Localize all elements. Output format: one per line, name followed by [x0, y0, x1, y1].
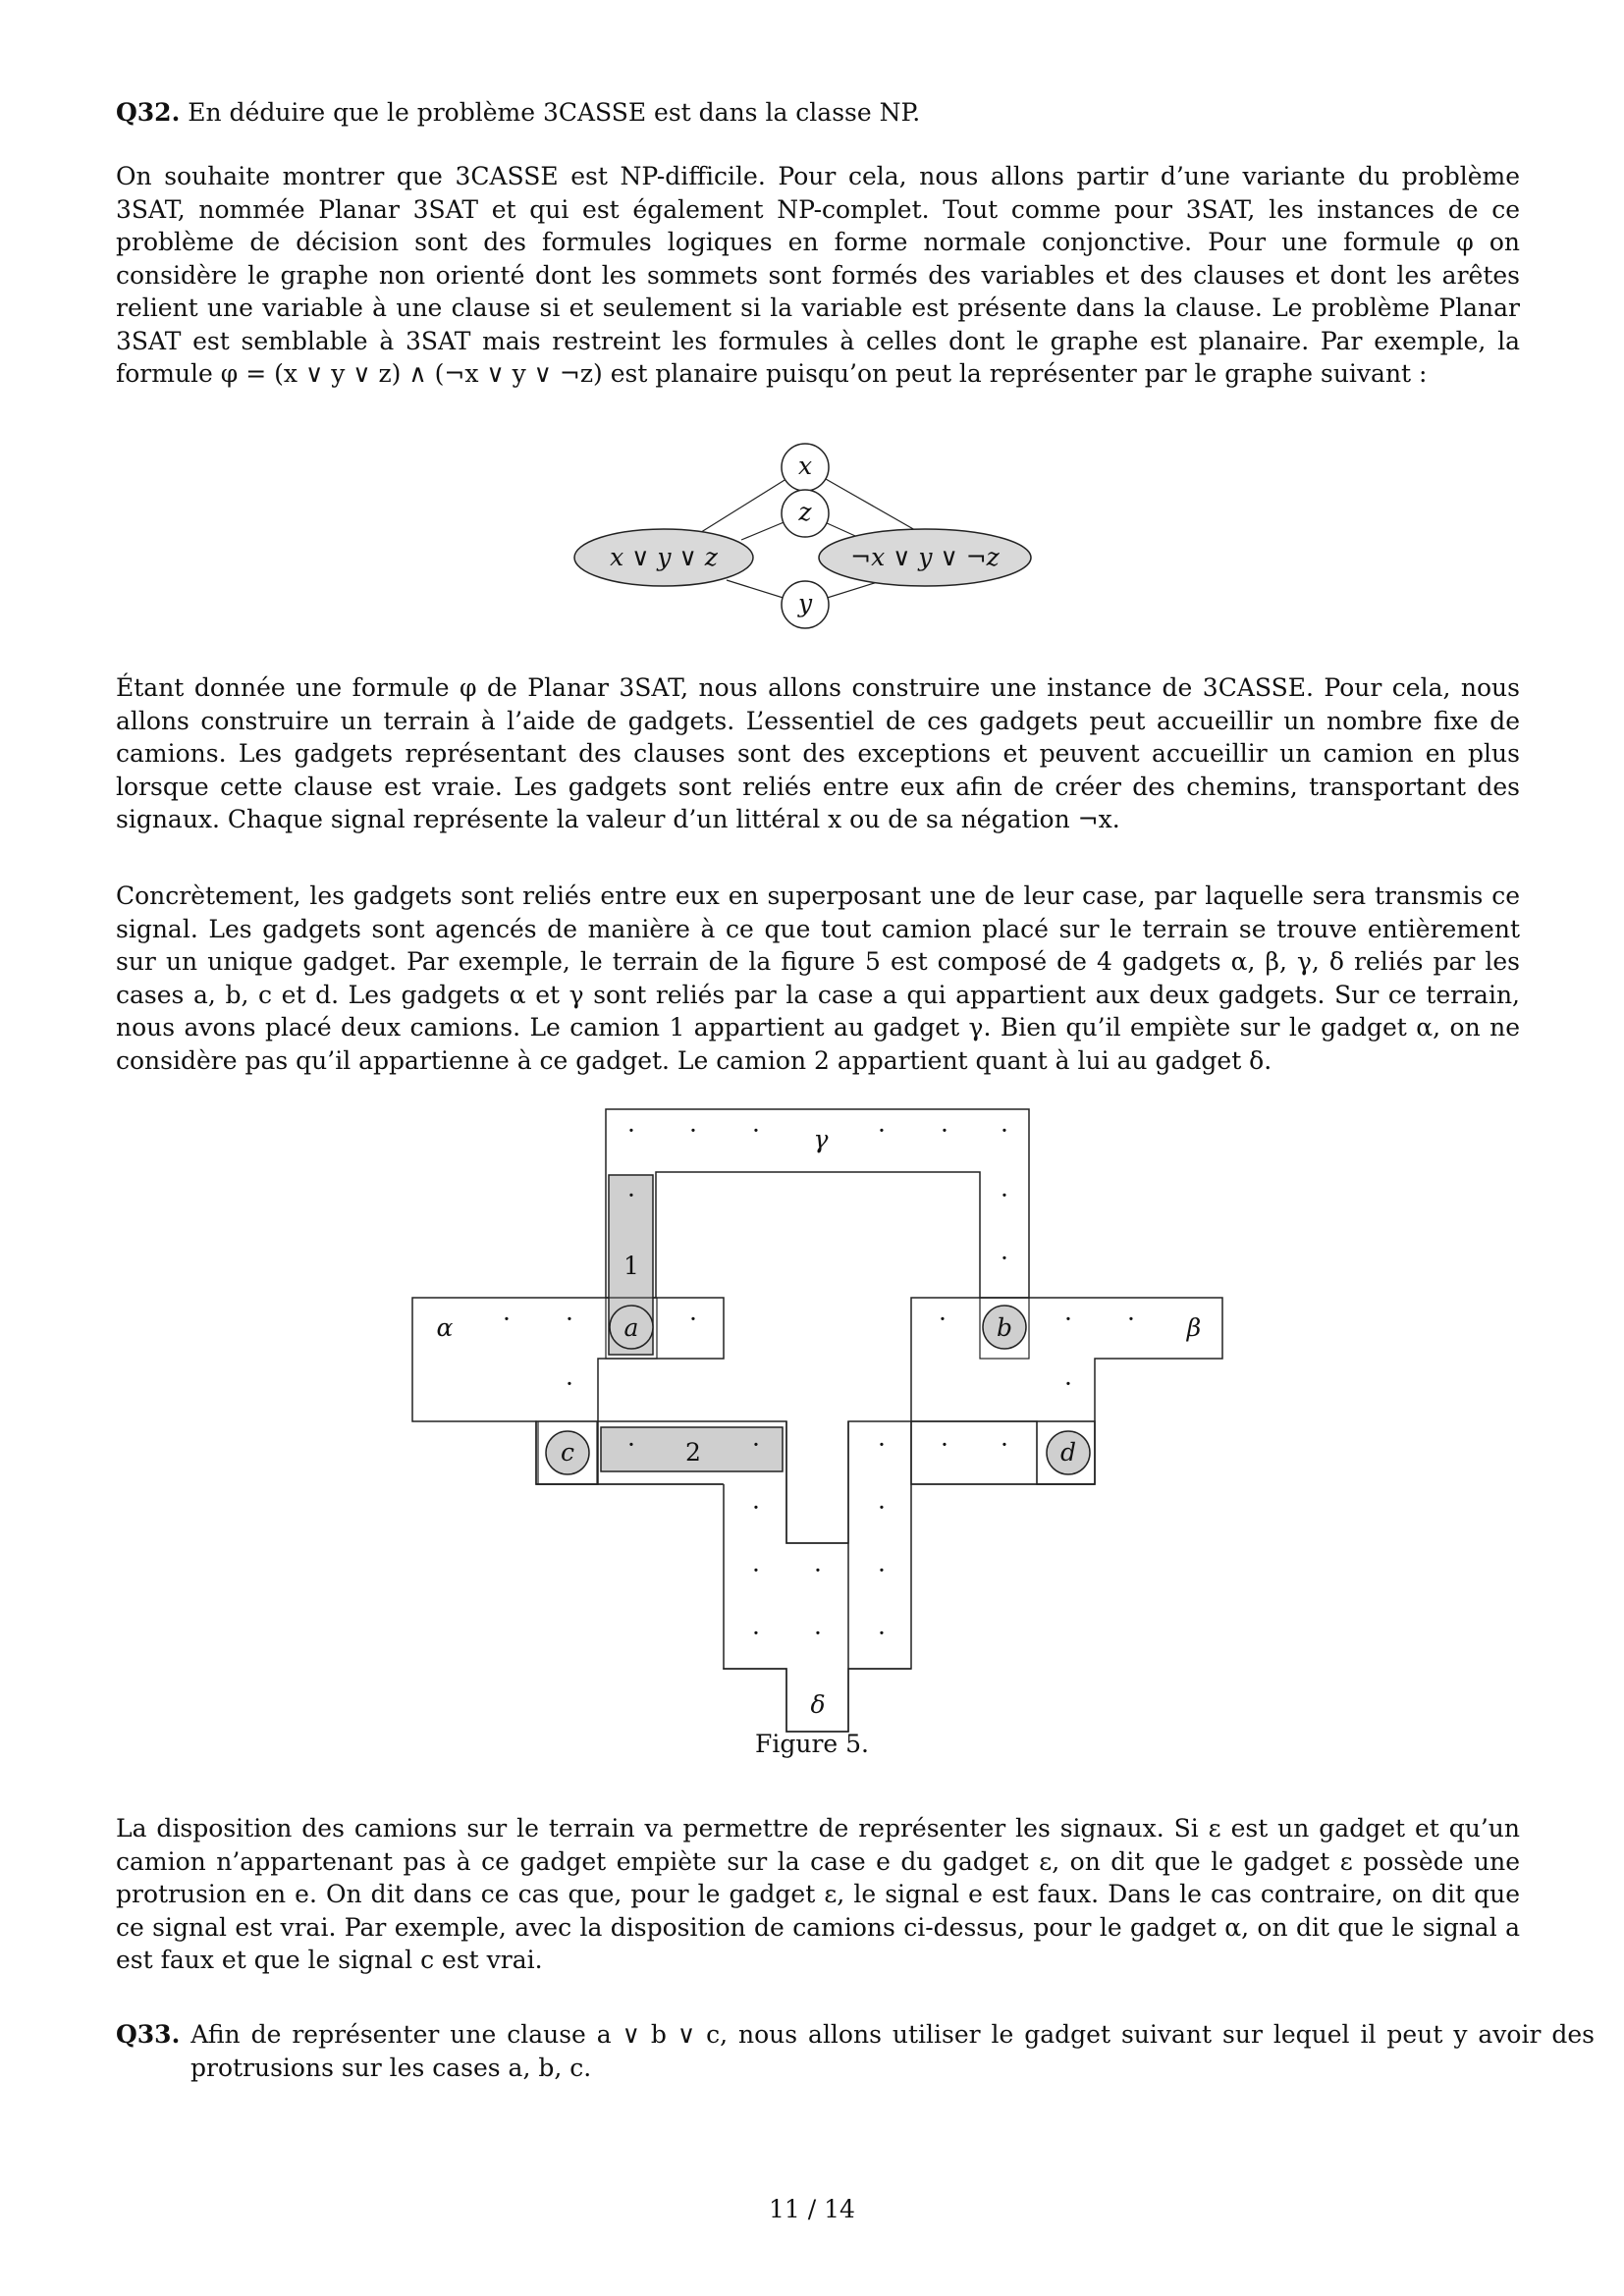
clause-right-label: ¬x ∨ y ∨ ¬z [850, 543, 1000, 571]
variable-z-label: z [798, 498, 812, 526]
cell-a-label: a [623, 1313, 639, 1342]
paragraph-signals: La disposition des camions sur le terrain va permettre de représenter les signaux. Si ε est un gadget et qu’un camion n’appartenant pas à ce gadget empiète sur la case e du gadget ε, on dit que le gadget ε possède une protrusion en e. On dit dans ce cas que, pour le gadget ε, le signal e est faux. Dans le cas contraire, on dit que ce signal est vrai. Par exemple, avec la disposition de camions ci-dessus, pour le gadget α, on dit que le signal a est faux et que le signal c est vrai. [116, 1814, 1520, 1974]
question-33-text: Afin de représenter une clause a ∨ b ∨ c, nous allons utiliser le gadget suivant sur lequel il peut y avoir des protrusions sur les cases a, b, c. [190, 2020, 1595, 2082]
grid-dot: · [878, 1116, 886, 1145]
gadget-gamma-label: γ [813, 1125, 829, 1153]
grid-dot: · [566, 1305, 573, 1333]
grid-dot: · [941, 1116, 948, 1145]
truck-2-label: 2 [685, 1438, 701, 1467]
grid-dot: · [941, 1430, 948, 1459]
page-number: 11 / 14 [769, 2195, 855, 2223]
grid-dot: · [752, 1619, 760, 1647]
grid-dot: · [1064, 1369, 1072, 1398]
variable-x-label: x [797, 452, 813, 480]
grid-dot: · [878, 1430, 886, 1459]
cell-b-label: b [996, 1313, 1013, 1342]
grid-dot: · [627, 1430, 635, 1459]
grid-dot: · [878, 1493, 886, 1522]
grid-dot: · [752, 1116, 760, 1145]
grid-dot: · [503, 1305, 511, 1333]
grid-dot: · [878, 1556, 886, 1584]
grid-dot: · [689, 1305, 697, 1333]
question-32-text: En déduire que le problème 3CASSE est dans la classe NP. [188, 98, 921, 127]
variable-y-label: y [797, 589, 813, 617]
grid-dot: · [752, 1493, 760, 1522]
grid-dot: · [1064, 1305, 1072, 1333]
grid-dot: · [1001, 1430, 1008, 1459]
grid-dot: · [814, 1619, 822, 1647]
paragraph-planar-3sat: On souhaite montrer que 3CASSE est NP-difficile. Pour cela, nous allons partir d’une variante du problème 3SAT, nommée Planar 3SAT et qui est également NP-complet. Tout comme pour 3SAT, les instances de ce problème de décision sont des formules logiques en forme normale conjonctive. Pour une formule φ on considère le graphe non orienté dont les sommets sont formés des variables et des clauses et dont les arêtes relient une variable à une clause si et seulement si la variable est présente dans la clause. Le problème Planar 3SAT est semblable à 3SAT mais restreint les formules à celles dont le graphe est planaire. Par exemple, la formule φ = (x ∨ y ∨ z) ∧ (¬x ∨ y ∨ ¬z) est planaire puisqu’on peut la représenter par le graphe suivant : [116, 162, 1520, 388]
grid-dot: · [752, 1430, 760, 1459]
grid-dot: · [1001, 1244, 1008, 1272]
grid-dot: · [627, 1181, 635, 1209]
grid-dot: · [1127, 1305, 1135, 1333]
delta-notch-outline [786, 1421, 848, 1543]
cell-c-label: c [560, 1438, 575, 1467]
grid-dot: · [752, 1556, 760, 1584]
question-32-label: Q32. [116, 98, 181, 127]
question-33-label: Q33. [116, 2020, 181, 2049]
question-33 [116, 2018, 1595, 2084]
truck-1-label: 1 [623, 1252, 639, 1280]
grid-dot: · [627, 1116, 635, 1145]
grid-dot: · [689, 1116, 697, 1145]
grid-dot: · [1001, 1181, 1008, 1209]
figure-5-caption: Figure 5. [755, 1730, 869, 1758]
cell-d-label: d [1059, 1438, 1077, 1467]
grid-dot: · [939, 1305, 947, 1333]
paragraph-terrain: Concrètement, les gadgets sont reliés entre eux en superposant une de leur case, par laquelle sera transmis ce signal. Les gadgets sont agencés de manière à ce que tout camion placé sur le terrain se trouve entièrement sur un unique gadget. Par exemple, le terrain de la figure 5 est composé de 4 gadgets α, β, γ, δ reliés par les cases a, b, c et d. Les gadgets α et γ sont reliés par la case a qui appartient aux deux gadgets. Sur ce terrain, nous avons placé deux camions. Le camion 1 appartient au gadget γ. Bien qu’il empiète sur le gadget α, on ne considère pas qu’il appartienne à ce gadget. Le camion 2 appartient quant à lui au gadget δ. [116, 881, 1520, 1075]
paragraph-gadgets: Étant donnée une formule φ de Planar 3SAT, nous allons construire une instance de 3CASSE. Pour cela, nous allons construire un terrain à l’aide de gadgets. L’essentiel de ces gadgets peut accueillir un nombre fixe de camions. Les gadgets représentant des clauses sont des exceptions et peuvent accueillir un camion en plus lorsque cette clause est vraie. Les gadgets sont reliés entre eux afin de créer des chemins, transportant des signaux. Chaque signal représente la valeur d’un littéral x ou de sa négation ¬x. [116, 673, 1520, 833]
grid-dot: · [814, 1556, 822, 1584]
gadget-alpha-label: α [436, 1313, 454, 1342]
gadget-delta-label: δ [810, 1690, 826, 1719]
grid-dot: · [1001, 1116, 1008, 1145]
grid-dot: · [566, 1369, 573, 1398]
gadget-beta-label: β [1186, 1313, 1202, 1342]
grid-dot: · [878, 1619, 886, 1647]
clause-left-label: x ∨ y ∨ z [610, 543, 718, 571]
